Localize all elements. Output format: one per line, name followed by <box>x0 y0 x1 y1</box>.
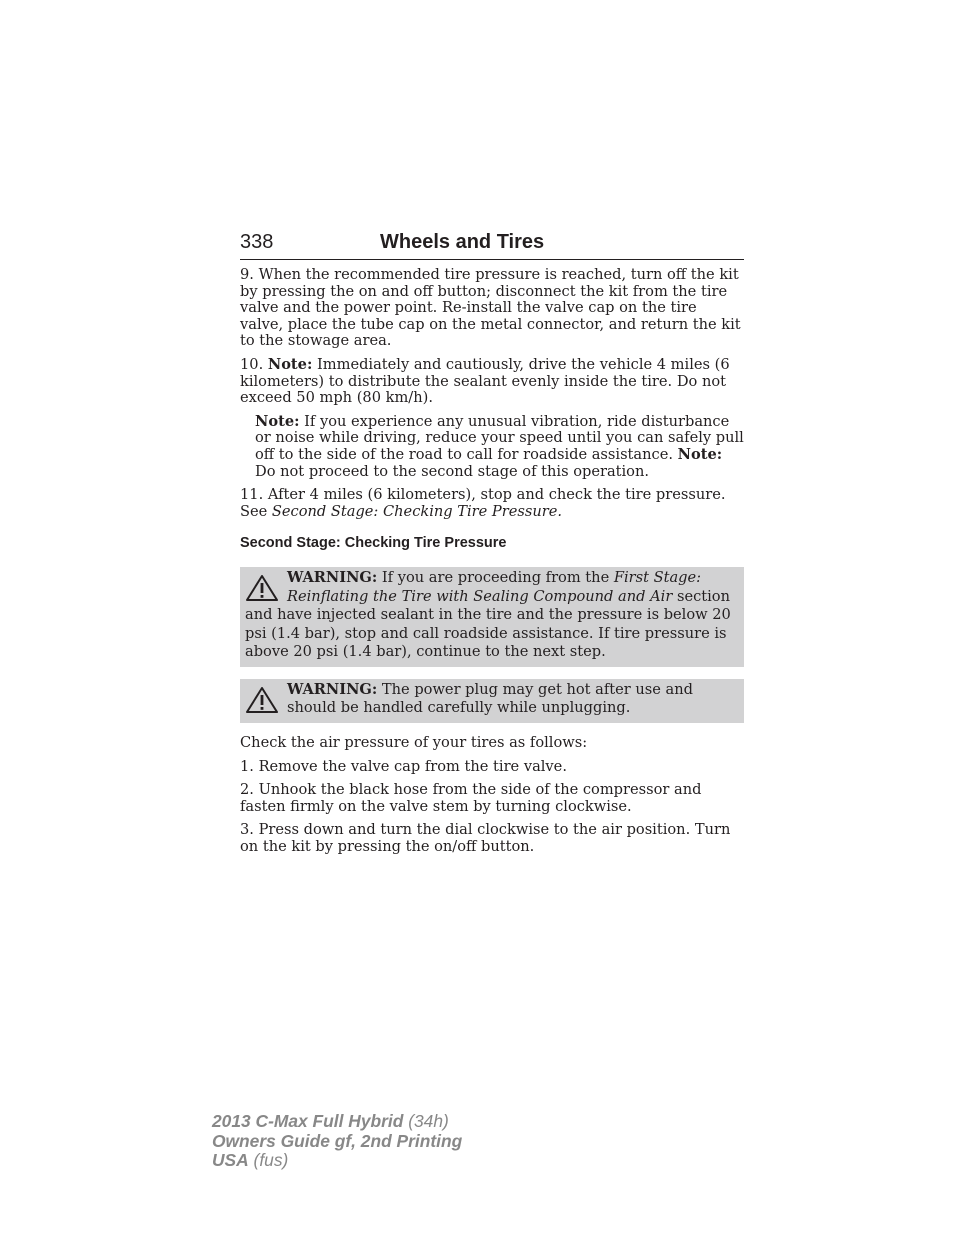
cross-reference-link[interactable]: First Stage: Reinflating the Tire with Sealing Compound and Air <box>287 568 702 605</box>
warning-box: WARNING: If you are proceeding from the First Stage: Reinflating the Tire with Sealing Compound and Air section and have injected sealant in the tire and the pressure is below 20 psi (1.4 bar), stop and call roadside assistance. If tire pressure is above 20 psi (1.4 bar), continue to the next step. <box>240 567 744 667</box>
warning-label: WARNING: <box>287 568 378 586</box>
step-9: 9. When the recommended tire pressure is reached, turn off the kit by pressing the on and off button; disconnect the kit from the tire valve and the power point. Re-install the valve cap on the tire valve, place the tube cap on the metal connector, and return the kit to the stowage area. <box>240 266 741 350</box>
list-item: 3. Press down and turn the dial clockwise to the air position. Turn on the kit by pressing the on/off button. <box>240 821 731 856</box>
page-content <box>240 267 744 863</box>
cross-reference-link[interactable]: Second Stage: Checking Tire Pressure <box>271 502 558 520</box>
note-label: Note: <box>255 412 300 430</box>
note-label: Note: <box>677 445 723 463</box>
warning-label: WARNING: <box>287 680 378 698</box>
list-item: 1. Remove the valve cap from the tire valve. <box>240 757 567 775</box>
warning-box: WARNING: The power plug may get hot after use and should be handled carefully while unplugging. <box>240 679 744 723</box>
note-label: Note: <box>267 355 313 373</box>
step-11: 11. After 4 miles (6 kilometers), stop and check the tire pressure. See Second Stage: Checking Tire Pressure. <box>240 486 726 520</box>
page-number: 338 <box>240 231 274 253</box>
page-header <box>240 229 744 260</box>
section-title: Wheels and Tires <box>380 231 545 253</box>
subheading: Second Stage: Checking Tire Pressure <box>240 535 507 552</box>
intro-text: Check the air pressure of your tires as follows: <box>240 734 588 752</box>
step-10: 10. Note: Immediately and cautiously, drive the vehicle 4 miles (6 kilometers) to distribute the sealant evenly inside the tire. Do not exceed 50 mph (80 km/h). <box>240 355 730 407</box>
warning-triangle-icon <box>245 574 281 604</box>
warning-triangle-icon <box>245 686 281 716</box>
page-footer: 2013 C-Max Full Hybrid (34h) Owners Guide gf, 2nd Printing USA (fus) <box>212 1111 463 1170</box>
note-block: Note: If you experience any unusual vibration, ride disturbance or noise while driving, reduce your speed until you can safely pull off to the side of the road to call for roadside assistance. Note: Do not proceed to the second stage of this operation. <box>255 412 744 480</box>
list-item: 2. Unhook the black hose from the side of the compressor and fasten firmly on the valve stem by turning clockwise. <box>240 781 702 815</box>
